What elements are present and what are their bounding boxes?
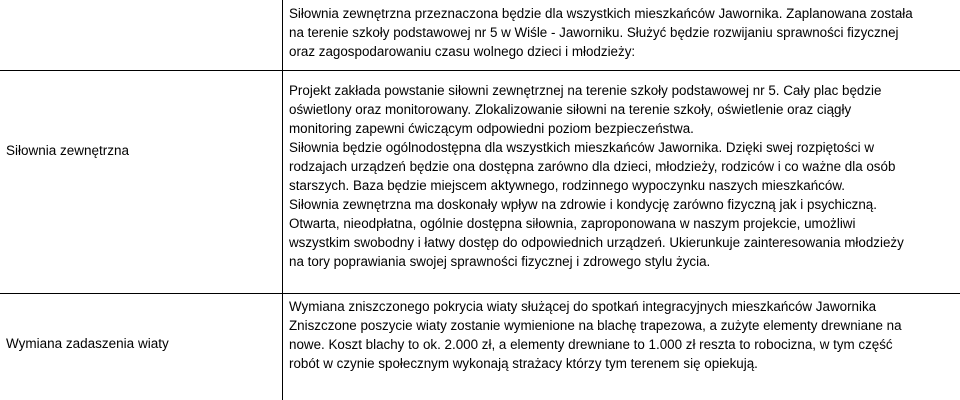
row-label-silownia: Siłownia zewnętrzna [6, 143, 130, 158]
intro-text [289, 4, 955, 61]
row-divider-middle [0, 293, 960, 294]
text-line: Otwarta, nieodpłatna, ogólnie dostępna siłownia, zaproponowana w naszym projekcie, umożliwi [289, 216, 856, 231]
text-line: rodzajach urządzeń będzie ona dostępna zarówno dla dzieci, młodzieży, rodziców i co ważne dla osób [289, 159, 896, 174]
text-line: oświetlony oraz monitorowany. Zlokalizowanie siłowni na terenie szkoły, oświetlenie oraz ciągły [289, 102, 852, 117]
text-line: nowe. Koszt blachy to ok. 2.000 zł, a elementy drewniane to 1.000 zł reszta to robocizna, w tym część [289, 337, 893, 352]
text-line: starszych. Baza będzie miejscem aktywnego, rodzinnego wypoczynku naszych mieszkańców. [289, 178, 845, 193]
text-line: na tory poprawiania swojej sprawności fizycznej i zdrowego stylu życia. [289, 254, 711, 269]
text-line: na terenie szkoły podstawowej nr 5 w Wiśle - Jaworniku. Służyć będzie rozwijaniu sprawności fizycznej [289, 25, 899, 40]
text-line: Projekt zakłada powstanie siłowni zewnętrznej na terenie szkoły podstawowej nr 5. Cały plac będzie [289, 83, 882, 98]
text-line: Siłownia zewnętrzna ma doskonały wpływ na zdrowie i kondycję zarówno fizyczną jak i psychiczną. [289, 197, 877, 212]
text-line: wszystkim swobodny i łatwy dostęp do odpowiednich urządzeń. Ukierunkuje zainteresowania młodzieży [289, 235, 904, 250]
text-line: monitoring zapewni ćwiczącym odpowiedni poziom bezpieczeństwa. [289, 121, 694, 136]
wiata-description [289, 297, 955, 373]
text-line: Wymiana zniszczonego pokrycia wiaty służącej do spotkań integracyjnych mieszkańców Jawornika [289, 299, 877, 314]
text-line: oraz zagospodarowaniu czasu wolnego dzieci i młodzieży: [289, 44, 636, 59]
row-label-wiata: Wymiana zadaszenia wiaty [6, 336, 169, 351]
row-divider-top [0, 70, 960, 71]
text-line: Siłownia zewnętrzna przeznaczona będzie dla wszystkich mieszkańców Jawornika. Zaplanowana została [289, 6, 913, 21]
text-line: Zniszczone poszycie wiaty zostanie wymienione na blachę trapezowa, a zużyte elementy drewniane na [289, 318, 902, 333]
silownia-description [289, 81, 955, 271]
text-line: robót w czynie społecznym wykonają strażacy którzy tym terenem się opiekują. [289, 356, 758, 371]
text-line: Siłownia będzie ogólnodostępna dla wszystkich mieszkańców Jawornika. Dzięki swej rozpiętości w [289, 140, 874, 155]
column-divider [282, 0, 283, 400]
